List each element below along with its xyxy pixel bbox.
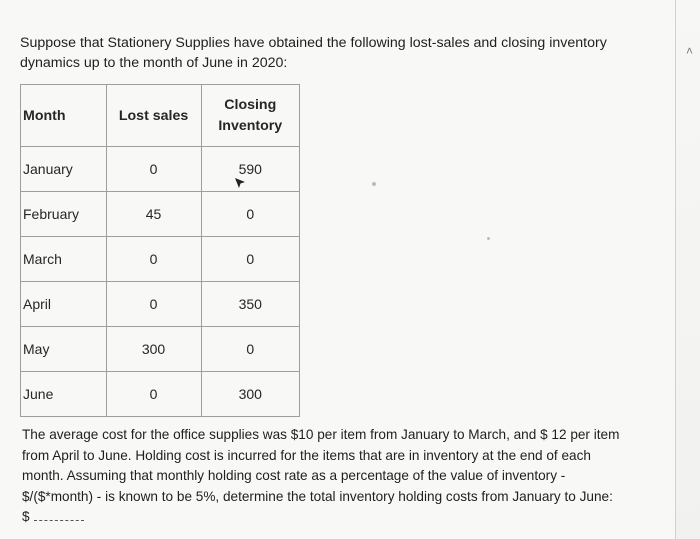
table-header-row [21,85,300,147]
cell-month: April [21,282,107,327]
cell-lost-sales: 45 [106,192,201,237]
cell-lost-sales: 0 [106,282,201,327]
cell-month: February [21,192,107,237]
cell-closing-inventory: 0 [201,192,299,237]
table-row [21,372,300,417]
mouse-cursor-icon [233,176,247,190]
table-row [21,282,300,327]
table-row [21,192,300,237]
answer-currency: $ [22,509,30,525]
table-row [21,147,300,192]
inventory-table [20,84,300,417]
cell-closing-inventory: 590 [201,147,299,192]
header-closing-line1: Closing [224,96,277,113]
cell-month: May [21,327,107,372]
screen-speck [487,237,490,240]
cell-month: March [21,237,107,282]
question-intro: Suppose that Stationery Supplies have obtained the following lost-sales and closing inventory dynamics up to the month of June in 2020: [20,35,607,71]
question-text [22,425,622,528]
cell-closing-inventory: 0 [201,327,299,372]
table-row [21,237,300,282]
header-closing-line2: Inventory [218,117,283,134]
cell-closing-inventory: 300 [201,372,299,417]
screen-speck [372,182,376,186]
cell-closing-inventory: 350 [201,282,299,327]
table-row [21,327,300,372]
cell-closing-inventory: 0 [201,237,299,282]
question-body: The average cost for the office supplies was $10 per item from January to March, and $ 12 per item from April to June. Holding cost is incurred for the items that are in inventory at the end of each month. Assuming that monthly holding cost rate as a percentage of the value of inventory - $/($*month) - is known to be 5%, determine the total inventory holding costs from January to June: [22,427,620,504]
header-closing-inventory [201,85,299,147]
cell-lost-sales: 300 [106,327,201,372]
scroll-indicator: ˄ [686,44,694,58]
answer-blank[interactable] [34,519,84,521]
cell-month: January [21,147,107,192]
cell-month: June [21,372,107,417]
header-month: Month [21,85,107,147]
header-lost-sales: Lost sales [106,85,201,147]
cell-lost-sales: 0 [106,147,201,192]
cell-lost-sales: 0 [106,237,201,282]
cell-lost-sales: 0 [106,372,201,417]
